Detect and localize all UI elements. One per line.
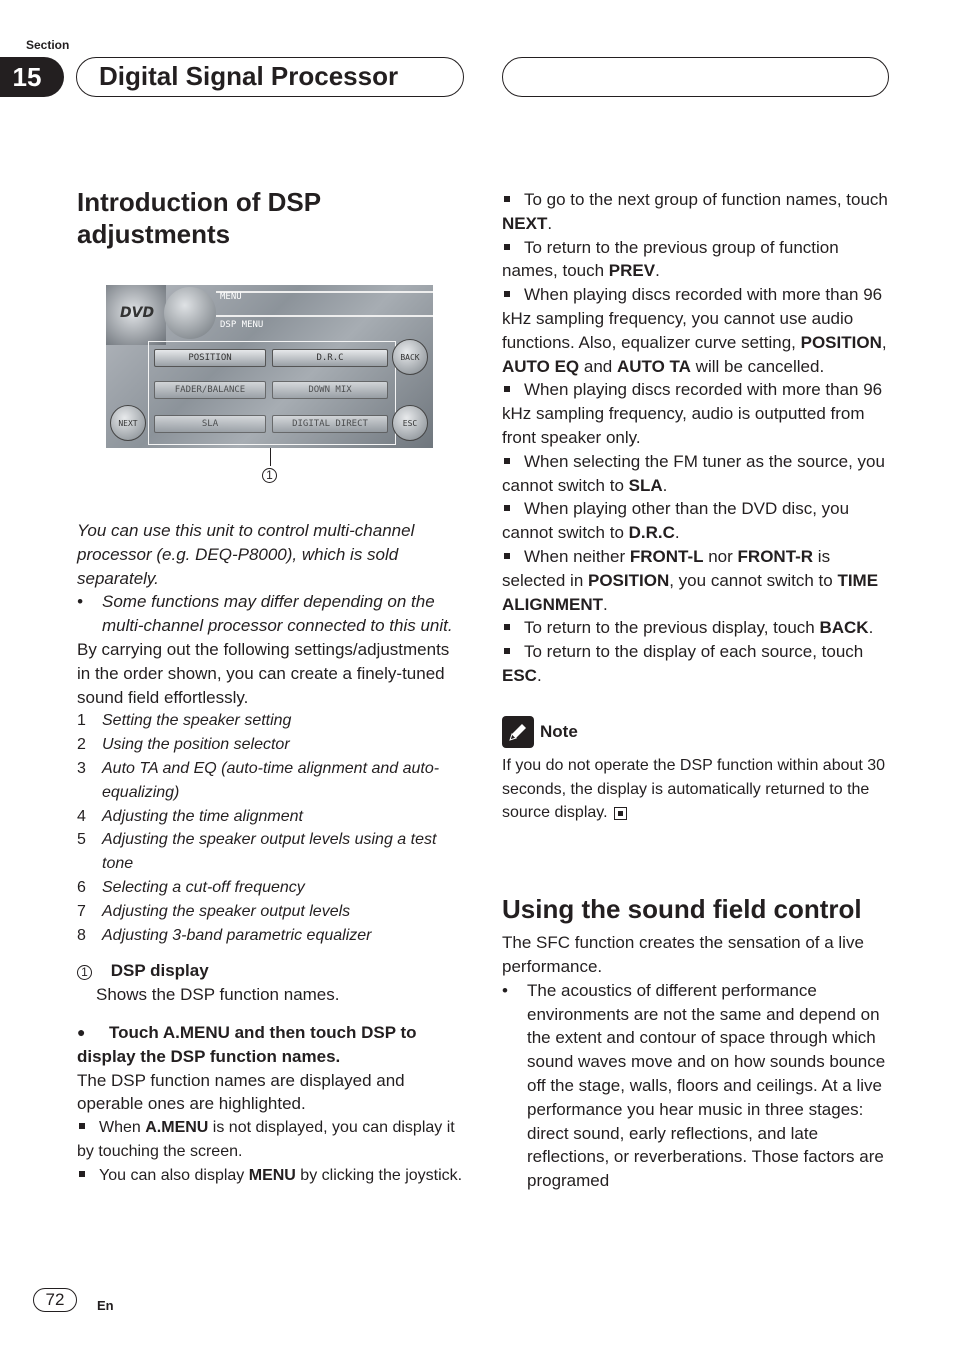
list-item: To return to the previous group of function names, touch PREV. bbox=[502, 237, 839, 281]
dsp-menu-label: DSP MENU bbox=[220, 320, 264, 330]
list-item: When neither FRONT-L nor FRONT-R is selected in POSITION, you cannot switch to TIME ALIGNMENT. bbox=[502, 546, 879, 614]
note-title: Note bbox=[540, 721, 578, 741]
square-bullet-icon bbox=[504, 291, 510, 297]
section-label: Section bbox=[26, 38, 70, 52]
settings-gear-icon bbox=[164, 287, 216, 339]
esc-button[interactable]: ESC bbox=[392, 405, 428, 441]
intro-text bbox=[77, 519, 467, 1188]
list-item: When selecting the FM tuner as the source, you cannot switch to SLA. bbox=[502, 451, 885, 495]
fader-balance-button[interactable]: FADER/BALANCE bbox=[154, 381, 266, 399]
dsp-menu-screenshot bbox=[106, 285, 433, 448]
intro-paragraph: By carrying out the following settings/adjustments in the order shown, you can create a finely-tuned sound field effortlessly. bbox=[77, 639, 450, 707]
callout-item-title: DSP display bbox=[110, 961, 209, 981]
steps-list bbox=[77, 709, 467, 947]
intro-section bbox=[77, 186, 457, 250]
next-button[interactable]: NEXT bbox=[110, 405, 146, 441]
square-bullet-icon bbox=[504, 505, 510, 511]
header-empty-pill bbox=[502, 57, 889, 97]
digital-direct-button[interactable]: DIGITAL DIRECT bbox=[272, 415, 388, 433]
sla-button[interactable]: SLA bbox=[154, 415, 266, 433]
instruction-block bbox=[77, 1021, 467, 1188]
list-item: 5 Adjusting the speaker output levels using a test tone bbox=[77, 831, 437, 873]
list-item: When playing discs recorded with more than 96 kHz sampling frequency, you cannot use audio functions. Also, equalizer curve setting, POSITION, AUTO EQ and AUTO TA will be cancelled. bbox=[502, 285, 887, 376]
square-bullet-icon bbox=[504, 196, 510, 202]
square-bullet-icon bbox=[504, 553, 510, 559]
list-item: 3 Auto TA and EQ (auto-time alignment and auto-equalizing) bbox=[77, 759, 440, 801]
list-item: 8 Adjusting 3-band parametric equalizer bbox=[77, 926, 372, 944]
instruction-bullet-icon: ● bbox=[77, 1023, 86, 1040]
pencil-icon bbox=[502, 716, 534, 748]
list-item: 1 Setting the speaker setting bbox=[77, 712, 292, 730]
square-bullet-icon bbox=[504, 624, 510, 630]
list-item: To go to the next group of function names, touch NEXT. bbox=[502, 190, 888, 233]
square-bullet-icon bbox=[504, 458, 510, 464]
instruction-desc: The DSP function names are displayed and operable ones are highlighted. bbox=[77, 1070, 405, 1114]
callout-item-number: 1 bbox=[77, 965, 92, 980]
instruction-note: When A.MENU is not displayed, you can display it by touching the screen. bbox=[77, 1119, 455, 1160]
square-bullet-icon bbox=[504, 648, 510, 654]
section-heading: Introduction of DSP adjustments bbox=[77, 187, 321, 249]
note-header bbox=[502, 716, 894, 748]
list-item: 2 Using the position selector bbox=[77, 736, 290, 754]
dvd-logo-icon: DVD bbox=[106, 285, 166, 345]
intro-italic: You can use this unit to control multi-channel processor (e.g. DEQ-P8000), which is sold separately. bbox=[77, 521, 415, 588]
instruction-text: Touch A.MENU and then touch DSP to display the DSP function names. bbox=[77, 1022, 417, 1066]
back-button[interactable]: BACK bbox=[392, 339, 428, 375]
language-label: En bbox=[97, 1298, 114, 1313]
callout-line bbox=[270, 448, 271, 466]
square-bullet-icon bbox=[504, 386, 510, 392]
square-bullet-icon bbox=[79, 1171, 85, 1177]
right-column bbox=[502, 188, 894, 1193]
square-bullet-icon bbox=[79, 1123, 85, 1129]
square-bullet-icon bbox=[504, 244, 510, 250]
drc-button[interactable]: D.R.C bbox=[272, 349, 388, 367]
sfc-bullet: • The acoustics of different performance environments are not the same and depend on the extent and contour of space through which sound waves move and on how sounds bounce off the stage, walls, floors and ceilings. At a live performance you hear music in three stages: direct sound, early reflections, and late reflections, or reverberations. Those factors are programed bbox=[502, 980, 886, 1191]
list-item: To return to the previous display, touch BACK. bbox=[502, 616, 894, 640]
down-mix-button[interactable]: DOWN MIX bbox=[272, 381, 388, 399]
list-item: When playing discs recorded with more than 96 kHz sampling frequency, audio is outputted from front speaker only. bbox=[502, 380, 883, 447]
menu-label: MENU bbox=[220, 292, 242, 302]
list-item: 4 Adjusting the time alignment bbox=[77, 807, 303, 825]
list-item: To return to the display of each source, touch ESC. bbox=[502, 642, 864, 685]
callout-number: 1 bbox=[262, 468, 277, 483]
list-item: When playing other than the DVD disc, you cannot switch to D.R.C. bbox=[502, 499, 850, 543]
sfc-intro: The SFC function creates the sensation of a live performance. bbox=[502, 933, 864, 976]
callout-item-desc: Shows the DSP function names. bbox=[96, 985, 340, 1005]
section-number: 15 bbox=[0, 57, 64, 97]
list-item: 6 Selecting a cut-off frequency bbox=[77, 878, 305, 896]
italic-bullet: • Some functions may differ depending on the multi-channel processor connected to this unit. bbox=[77, 592, 453, 636]
callout-description bbox=[77, 959, 467, 1007]
position-button[interactable]: POSITION bbox=[154, 349, 266, 367]
chapter-title: Digital Signal Processor bbox=[76, 57, 464, 97]
page-number: 72 bbox=[33, 1288, 77, 1312]
end-mark-icon bbox=[614, 807, 627, 820]
note-text: If you do not operate the DSP function within about 30 seconds, the display is automatically returned to the source display. bbox=[502, 756, 886, 822]
instruction-note: You can also display MENU by clicking the joystick. bbox=[77, 1164, 467, 1188]
list-item: 7 Adjusting the speaker output levels bbox=[77, 902, 351, 920]
section-heading: Using the sound field control bbox=[502, 894, 862, 925]
